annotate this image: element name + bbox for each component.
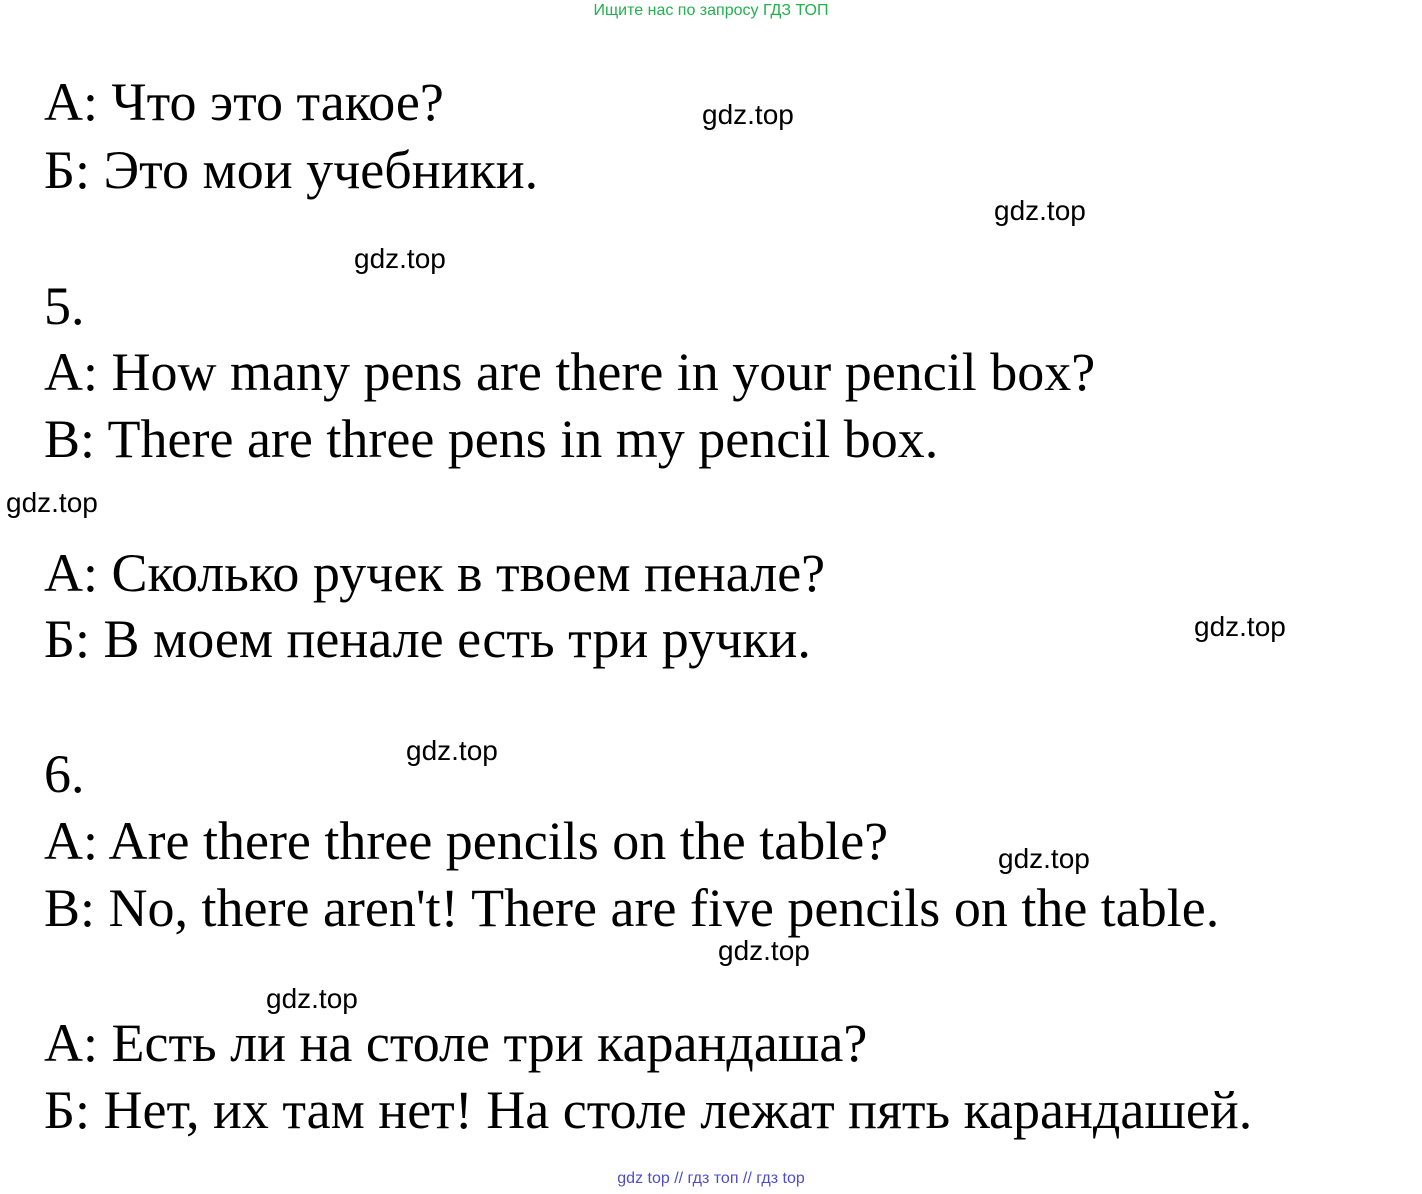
site-footer: gdz top // гдз топ // гдз top xyxy=(617,1170,805,1187)
watermark: gdz.top xyxy=(6,487,98,518)
watermark: gdz.top xyxy=(1194,611,1286,642)
dialog-line-a-russian-1: А: Что это такое? xyxy=(44,72,444,132)
dialog-line-a-russian-5: А: Сколько ручек в твоем пенале? xyxy=(44,543,826,603)
dialog-line-a-english-6: A: Are there three pencils on the table? xyxy=(44,811,889,871)
exercise-number-6: 6. xyxy=(44,744,85,804)
dialog-line-b-russian-5: Б: В моем пенале есть три ручки. xyxy=(44,609,811,669)
dialog-line-b-russian-1: Б: Это мои учебники. xyxy=(44,140,539,200)
watermark: gdz.top xyxy=(998,843,1090,874)
dialog-line-b-english-5: B: There are three pens in my pencil box. xyxy=(44,409,939,469)
watermark: gdz.top xyxy=(266,983,358,1014)
watermark: gdz.top xyxy=(702,99,794,130)
watermark: gdz.top xyxy=(406,735,498,766)
exercise-number-5: 5. xyxy=(44,276,85,336)
search-hint-header: Ищите нас по запросу ГДЗ ТОП xyxy=(593,2,829,19)
watermark: gdz.top xyxy=(994,195,1086,226)
dialog-line-b-russian-6: Б: Нет, их там нет! На столе лежат пять карандашей. xyxy=(44,1080,1253,1140)
dialog-line-a-russian-6: А: Есть ли на столе три карандаша? xyxy=(44,1013,868,1073)
dialog-line-a-english-5: A: How many pens are there in your pencil box? xyxy=(44,342,1096,402)
watermark: gdz.top xyxy=(354,243,446,274)
dialog-line-b-english-6: B: No, there aren't! There are five pencils on the table. xyxy=(44,878,1220,938)
watermark: gdz.top xyxy=(718,935,810,966)
